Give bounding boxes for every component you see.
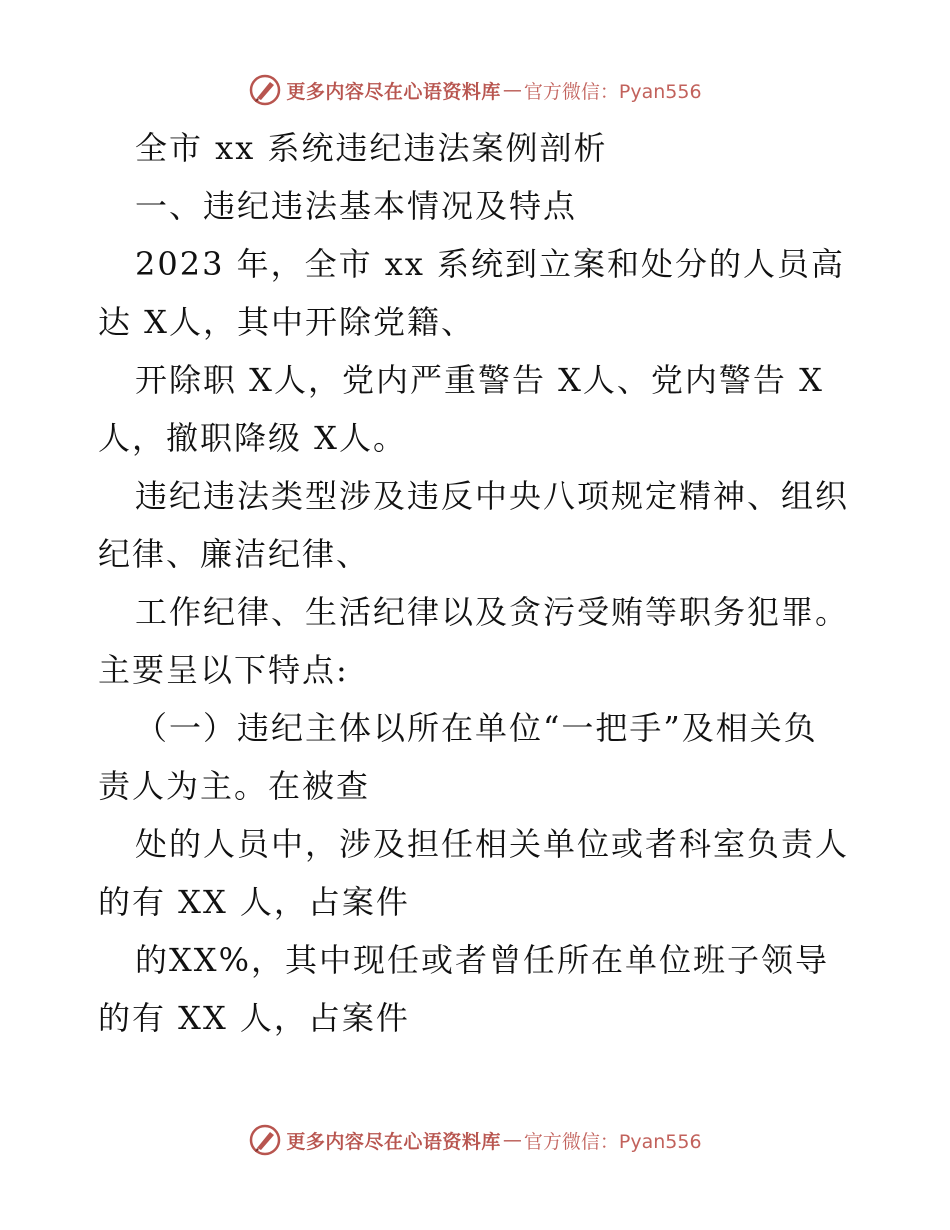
paragraph-line: 开除职 X人，党内严重警告 X人、党内警告 X — [135, 361, 824, 399]
banner-dash: — — [502, 1129, 522, 1151]
banner-brand: 更多内容尽在心语资料库 — [286, 80, 501, 103]
paragraph-line: 人，撤职降级 X人。 — [98, 419, 407, 457]
paragraph-line: （一）违纪主体以所在单位“一把手”及相关负 — [135, 709, 818, 747]
quill-logo-icon — [248, 73, 282, 107]
banner-dash: — — [502, 79, 522, 101]
paragraph-line: 违纪违法类型涉及违反中央八项规定精神、组织 — [135, 477, 850, 515]
header-banner — [0, 70, 950, 110]
paragraph-line: 2023 年，全市 xx 系统到立案和处分的人员高 — [135, 245, 846, 283]
section-heading: 一、违纪违法基本情况及特点 — [135, 187, 578, 225]
paragraph-line: 责人为主。在被查 — [98, 767, 371, 805]
paragraph-line: 处的人员中，涉及担任相关单位或者科室负责人 — [135, 825, 850, 863]
banner-wechat: 官方微信：Pyan556 — [523, 1130, 702, 1153]
banner-wechat: 官方微信：Pyan556 — [523, 80, 702, 103]
paragraph-line: 的有 XX 人，占案件 — [98, 883, 410, 921]
paragraph-line: 主要呈以下特点: — [98, 651, 349, 689]
paragraph-line: 纪律、廉洁纪律、 — [98, 535, 371, 573]
paragraph-line: 的有 XX 人，占案件 — [98, 999, 410, 1037]
banner-brand: 更多内容尽在心语资料库 — [286, 1130, 501, 1153]
paragraph-line: 达 X人，其中开除党籍、 — [98, 303, 475, 341]
paragraph-line: 的XX%，其中现任或者曾任所在单位班子领导 — [135, 941, 829, 979]
paragraph-line: 工作纪律、生活纪律以及贪污受贿等职务犯罪。 — [135, 593, 850, 631]
doc-title: 全市 xx 系统违纪违法案例剖析 — [135, 129, 608, 167]
footer-banner — [0, 1120, 950, 1160]
quill-logo-icon — [248, 1123, 282, 1157]
